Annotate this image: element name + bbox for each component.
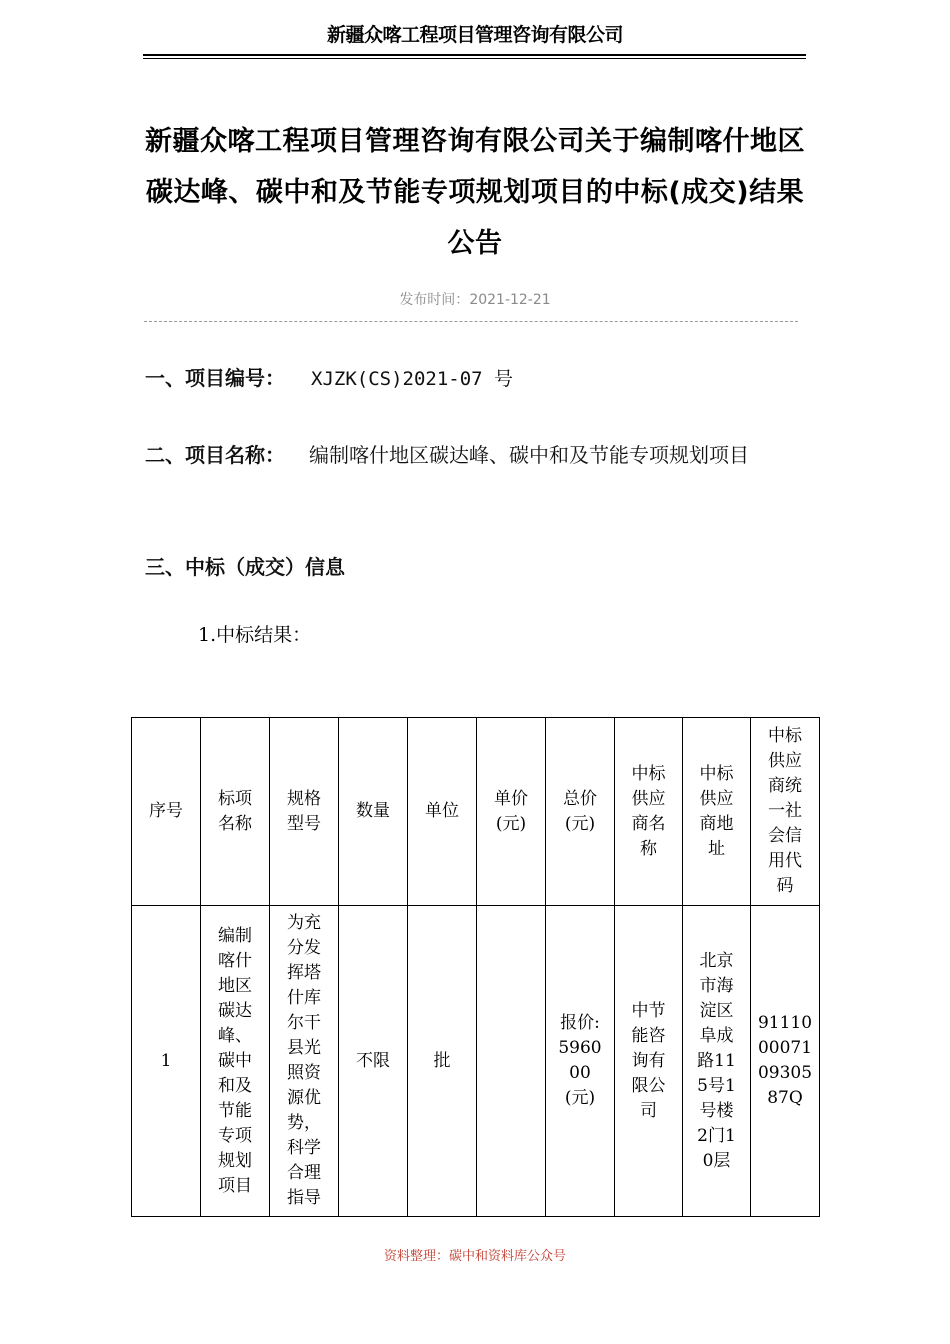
- award-info-heading: [145, 551, 345, 580]
- header-credit-code: 中标供应商统一社会信用代码: [751, 718, 820, 906]
- publish-date-label: 发布时间：: [399, 292, 470, 308]
- header-unit: 单位: [408, 718, 477, 906]
- header-company-name: 新疆众喀工程项目管理咨询有限公司: [326, 24, 623, 46]
- project-number-label: 一、项目编号：: [145, 366, 285, 390]
- footer-note: 资料整理：碳中和资料库公众号: [383, 1249, 566, 1264]
- publish-date: [0, 289, 950, 309]
- cell-spec: 为充分发挥塔什库尔干县光照资源优势，科学合理指导: [270, 906, 339, 1217]
- cell-supplier: 中节能咨询有限公司: [615, 906, 683, 1217]
- project-number-line: [145, 362, 513, 391]
- project-name-value: 编制喀什地区碳达峰、碳中和及节能专项规划项目: [309, 443, 749, 467]
- table-row: [132, 906, 820, 1217]
- cell-unit-price: [477, 906, 546, 1217]
- header-unit-price: 单价(元): [477, 718, 546, 906]
- cell-credit-code: 91110000710930587Q: [751, 906, 820, 1217]
- header-supplier: 中标供应商名称: [615, 718, 683, 906]
- cell-total: 报价:596000(元): [546, 906, 615, 1217]
- project-name-label: 二、项目名称：: [145, 443, 285, 467]
- project-number-value: XJZK(CS)2021-07 号: [311, 368, 514, 390]
- cell-address: 北京市海淀区阜成路115号1号楼2门10层: [683, 906, 751, 1217]
- header-total: 总价(元): [546, 718, 615, 906]
- header-seq: 序号: [132, 718, 201, 906]
- header-divider: [143, 54, 806, 59]
- announcement-title: 新疆众喀工程项目管理咨询有限公司关于编制喀什地区碳达峰、碳中和及节能专项规划项目的中标(成交)结果公告: [145, 126, 805, 259]
- header-spec: 规格型号: [270, 718, 339, 906]
- publish-date-value: 2021-12-21: [469, 292, 551, 308]
- award-result-heading: 1.中标结果：: [198, 624, 312, 646]
- cell-seq: 1: [132, 906, 201, 1217]
- dashed-divider: [144, 321, 798, 322]
- header-address: 中标供应商地址: [683, 718, 751, 906]
- cell-item: 编制喀什地区碳达峰、碳中和及节能专项规划项目: [201, 906, 270, 1217]
- cell-qty: 不限: [339, 906, 408, 1217]
- project-name-line: [145, 430, 805, 481]
- award-info-label: 三、中标（成交）信息: [145, 555, 345, 579]
- award-result-table: [131, 717, 820, 1217]
- table-header-row: [132, 718, 820, 906]
- cell-unit: 批: [408, 906, 477, 1217]
- header-item: 标项名称: [201, 718, 270, 906]
- header-qty: 数量: [339, 718, 408, 906]
